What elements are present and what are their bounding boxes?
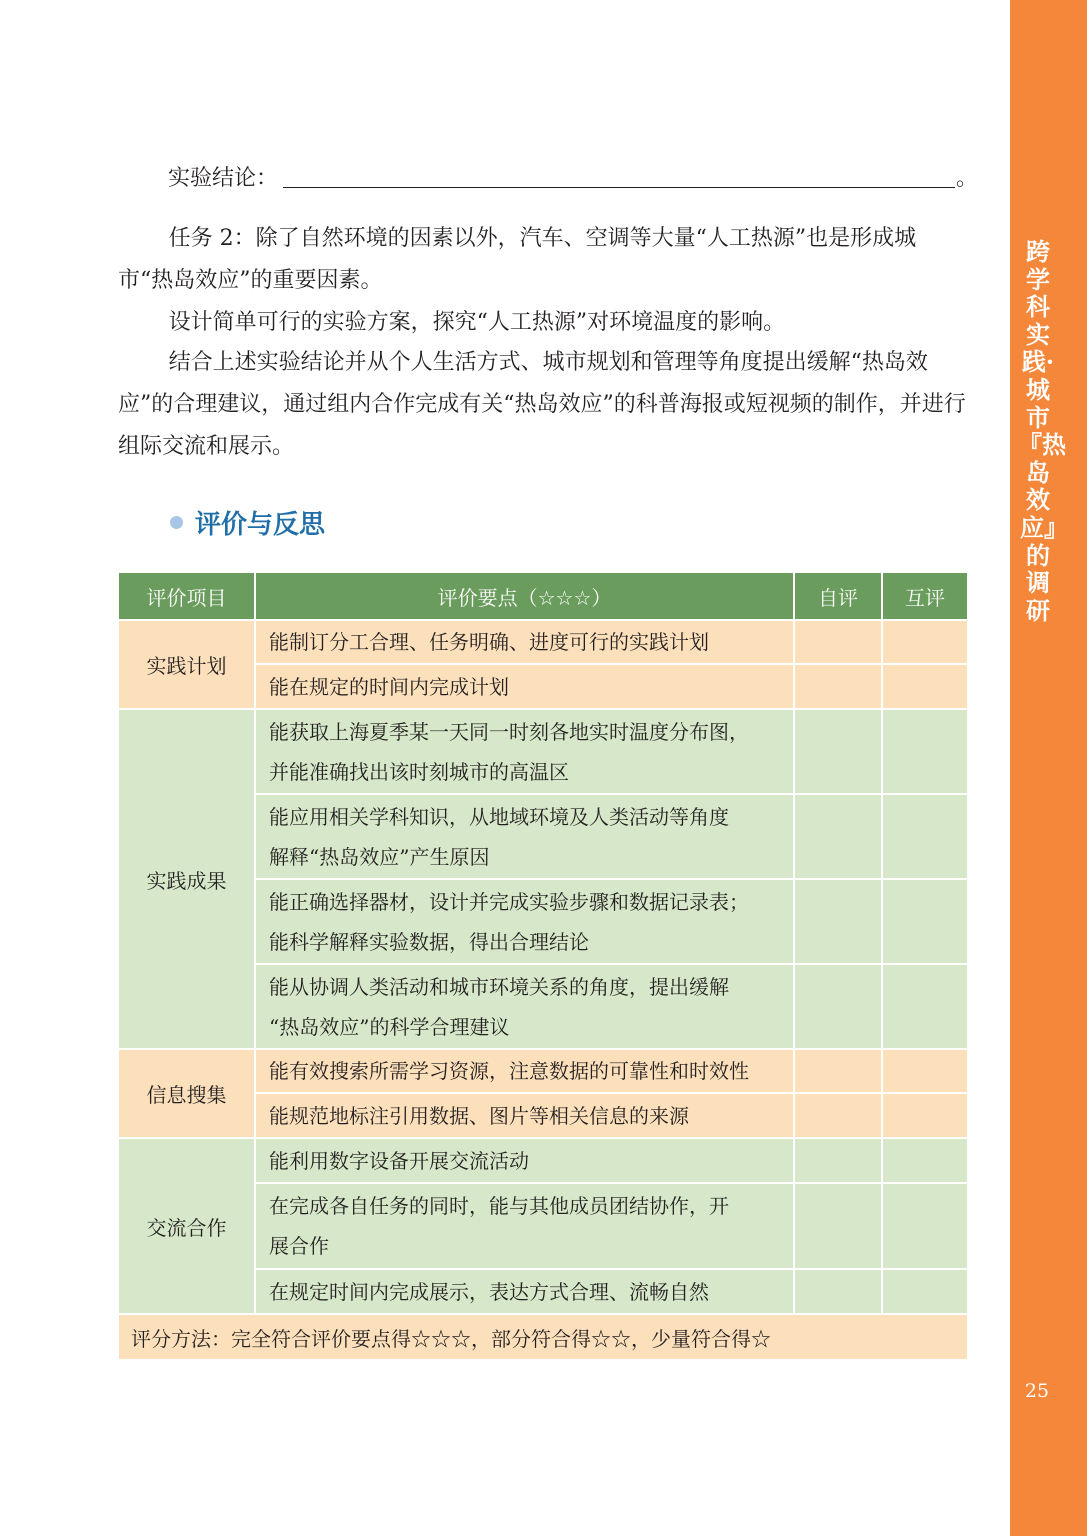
self-eval-cell[interactable] <box>794 1269 882 1314</box>
self-eval-cell[interactable] <box>794 964 882 1049</box>
conclusion-label: 实验结论： <box>168 166 279 191</box>
header-item: 评价项目 <box>119 573 255 620</box>
criterion-text: 能在规定的时间内完成计划 <box>269 674 509 699</box>
evaluation-table <box>119 573 967 1361</box>
criterion-text: 能获取上海夏季某一天同一时刻各地实时温度分布图， 并能准确找出该时刻城市的高温区 <box>269 719 749 784</box>
criterion-cell <box>255 1183 794 1269</box>
criterion-cell <box>255 964 794 1049</box>
criterion-text: 在完成各自任务的同时，能与其他成员团结协作，开 展合作 <box>269 1194 729 1258</box>
criterion-text: 能制订分工合理、任务明确、进度可行的实践计划 <box>269 630 709 654</box>
scoring-method: 评分方法：完全符合评价要点得☆☆☆，部分符合得☆☆，少量符合得☆ <box>119 1314 967 1360</box>
section-heading <box>170 502 325 542</box>
peer-eval-cell[interactable] <box>882 620 967 664</box>
table-row <box>119 1049 967 1093</box>
category-cell: 实践计划 <box>119 620 255 709</box>
criterion-cell <box>255 1093 794 1138</box>
header-criteria: 评价要点（☆☆☆） <box>255 573 794 620</box>
criterion-text: 能从协调人类活动和城市环境关系的角度，提出缓解 “热岛效应”的科学合理建议 <box>269 974 729 1039</box>
peer-eval-cell[interactable] <box>882 664 967 709</box>
criterion-text: 能有效搜索所需学习资源，注意数据的可靠性和时效性 <box>269 1059 749 1083</box>
category-cell: 交流合作 <box>119 1138 255 1314</box>
self-eval-cell[interactable] <box>794 664 882 709</box>
header-self-eval: 自评 <box>794 573 882 620</box>
conclusion-blank-line <box>283 187 955 188</box>
header-peer-eval: 互评 <box>882 573 967 620</box>
peer-eval-cell[interactable] <box>882 1183 967 1269</box>
page-number: 25 <box>1024 1380 1050 1402</box>
peer-eval-cell[interactable] <box>882 709 967 794</box>
criterion-text: 在规定时间内完成展示，表达方式合理、流畅自然 <box>269 1279 709 1304</box>
criterion-cell <box>255 1138 794 1183</box>
section-title: 评价与反思 <box>195 509 326 540</box>
peer-eval-cell[interactable] <box>882 879 967 964</box>
peer-eval-cell[interactable] <box>882 1138 967 1183</box>
criterion-cell <box>255 1269 794 1314</box>
criterion-cell <box>255 709 794 794</box>
criterion-text: 能应用相关学科知识，从地域环境及人类活动等角度 解释“热岛效应”产生原因 <box>269 804 729 869</box>
chapter-title: 跨学科实践·城市『热岛效应』的调研 <box>1018 237 1066 625</box>
self-eval-cell[interactable] <box>794 794 882 879</box>
criterion-cell <box>255 879 794 964</box>
peer-eval-cell[interactable] <box>882 1093 967 1138</box>
peer-eval-cell[interactable] <box>882 964 967 1049</box>
paragraph-design: 设计简单可行的实验方案，探究“人工热源”对环境温度的影响。 <box>168 310 786 335</box>
peer-eval-cell[interactable] <box>882 1269 967 1314</box>
self-eval-cell[interactable] <box>794 879 882 964</box>
category-cell: 信息搜集 <box>119 1049 255 1138</box>
criterion-text: 能规范地标注引用数据、图片等相关信息的来源 <box>269 1103 689 1128</box>
table-row <box>119 620 967 664</box>
conclusion-end-mark: 。 <box>956 166 979 191</box>
peer-eval-cell[interactable] <box>882 794 967 879</box>
self-eval-cell[interactable] <box>794 1049 882 1093</box>
criterion-cell <box>255 664 794 709</box>
category-cell: 实践成果 <box>119 709 255 1049</box>
criterion-text: 能利用数字设备开展交流活动 <box>269 1148 529 1173</box>
table-footer-row <box>119 1314 967 1360</box>
self-eval-cell[interactable] <box>794 709 882 794</box>
self-eval-cell[interactable] <box>794 620 882 664</box>
self-eval-cell[interactable] <box>794 1093 882 1138</box>
paragraph-task2: 任务 2：除了自然环境的因素以外，汽车、空调等大量“人工热源”也是形成城市“热岛效应”的重要因素。 <box>118 226 917 293</box>
bullet-dot-icon <box>170 516 183 529</box>
sidebar-band <box>1010 0 1087 1536</box>
self-eval-cell[interactable] <box>794 1183 882 1269</box>
self-eval-cell[interactable] <box>794 1138 882 1183</box>
peer-eval-cell[interactable] <box>882 1049 967 1093</box>
criterion-cell <box>255 794 794 879</box>
criterion-text: 能正确选择器材，设计并完成实验步骤和数据记录表； 能科学解释实验数据，得出合理结论 <box>269 889 749 954</box>
criterion-cell <box>255 620 794 664</box>
table-row <box>119 1138 967 1183</box>
criterion-cell <box>255 1049 794 1093</box>
paragraph-combine: 结合上述实验结论并从个人生活方式、城市规划和管理等角度提出缓解“热岛效应”的合理建议，通过组内合作完成有关“热岛效应”的科普海报或短视频的制作，并进行组际交流和展示。 <box>118 350 966 459</box>
table-row <box>119 709 967 794</box>
table-header-row <box>119 573 967 620</box>
